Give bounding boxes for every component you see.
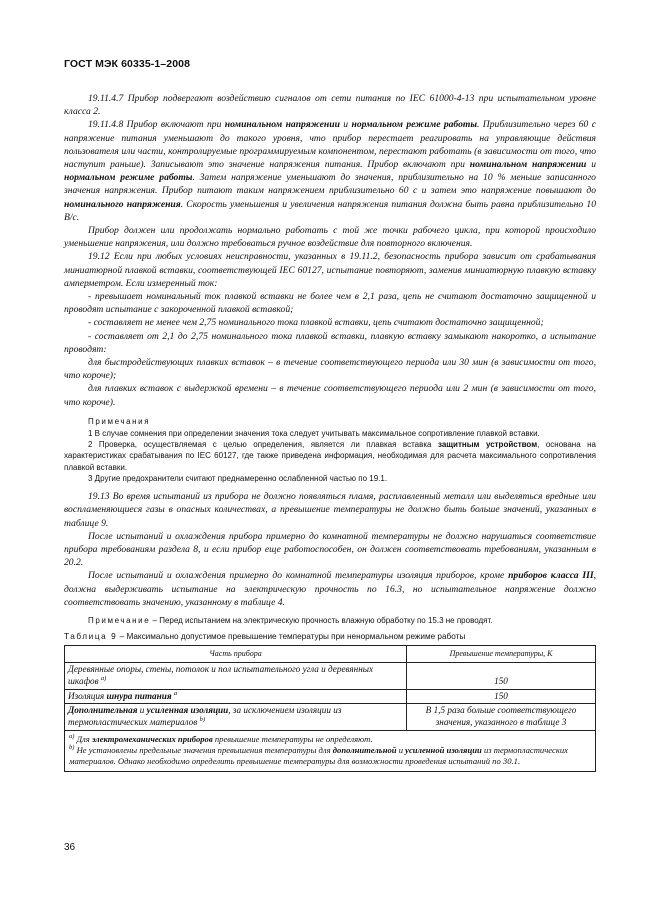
fast-fuse-text: для быстродействующих плавких вставок – в течение соответствующего периода или 30 мин (в зависимости от того, что короче);	[64, 357, 596, 382]
table-cell-part: Дополнительная и усиленная изоляции, за исключением изоляции из термопластических материалов $^{b)}$	[65, 704, 407, 731]
table-header-temperature: Превышение температуры, К	[407, 646, 596, 663]
table-row	[65, 689, 596, 704]
clause-19-11-4-7: 19.11.4.7 Прибор подвергают воздействию сигналов от сети питания по IEC 61000-4-13 при испытательном уровне класса 2.	[64, 93, 596, 118]
table-row	[65, 704, 596, 731]
table-row	[65, 662, 596, 689]
table-cell-part: Изоляция шнура питания $^a$	[65, 689, 407, 704]
table-cell-part: Деревянные опоры, стены, потолок и пол испытательного угла и деревянных шкафов $^{a)}$	[65, 662, 407, 689]
standard-header: ГОСТ МЭК 60335-1–2008	[64, 58, 191, 70]
note-1: 1 В случае сомнения при определении значения тока следует учитывать максимальное сопротивление плавкой вставки.	[88, 429, 540, 439]
list-item-current-2: - составляет не менее чем 2,75 номинального тока плавкой вставки, цепь считают достаточно защищенной;	[88, 317, 544, 329]
footnote-a: $^{a)}$ Для электромеханических приборов превышение температуры не определяют.	[69, 733, 373, 744]
table-header-part: Часть прибора	[65, 646, 407, 663]
clause-19-12: 19.12 Если при любых условиях неисправности, указанных в 19.11.2, безопасность прибора зависит от срабатывания миниатюрной плавкой вставки, соответствующей IEC 60127, испытание повторяют, заменив миниатюрную плавкую вставку амперметром. Если измеренный ток:	[64, 251, 596, 289]
note-2: 2 Проверка, осуществляемая с целью определения, является ли плавкая вставка защитным устройством, основана на характеристиках срабатывания по IEC 60127, где также приведена информация, необходимая для расчета максимального сопротивления плавкой вставки.	[64, 440, 596, 472]
delay-fuse-text: для плавких вставок с выдержкой времени – в течение соответствующего периода или 2 мин (в зависимости от того, что короче).	[64, 383, 596, 408]
list-item-current-1: - превышает номинальный ток плавкой вставки не более чем в 2,1 раза, цепь не считают достаточно защищенной и проводят испытание с закороченной плавкой вставкой;	[64, 291, 596, 316]
table-cell-value: В 1,5 раза больше соответствующего значения, указанного в таблице 3	[407, 704, 596, 731]
note-3: 3 Другие предохранители считают преднамеренно ослабленной частью по 19.1.	[88, 473, 388, 483]
table-9	[64, 645, 596, 771]
clause-19-11-4-8-continuation: Прибор должен или продолжать нормально работать с той же точки рабочего цикла, при которой происходило уменьшение напряжения, или должно требоваться ручное воздействие для повторного включения.	[64, 225, 596, 250]
table-footnotes	[65, 730, 596, 771]
table-header-row	[65, 646, 596, 663]
table-cell-value: 150	[407, 689, 596, 704]
table-footnotes-row	[65, 730, 596, 771]
footnote-b: $^{b)}$ Не установлены предельные значения превышения температуры для дополнительной и усиленной изоляции из термопластических материалов. Однако необходимо определить превышение температуры для возможности проведения испытаний по 30.1.	[69, 744, 568, 767]
clause-19-11-4-8: 19.11.4.8 Прибор включают при номинальном напряжении и нормальном режиме работы. Приблизительно через 60 с напряжение питания уменьшают до такого уровня, что прибор перестает реагировать на управляющие действия пользователя или части, контролируемые программируемым компонентом, перестают работать (в зависимости от того, что наступит раньше). Записывают это значение напряжения питания. Прибор включают при номинальном напряжении и нормальном режиме работы. Затем напряжение уменьшают до значения, приблизительно на 10 % меньше записанного значения напряжения. Прибор питают таким напряжением приблизительно 60 с и затем это напряжение повышают до номинального напряжения. Скорость уменьшения и увеличения напряжения питания должна быть равна приблизительно 10 В/с.	[64, 119, 597, 223]
notes-title: Примечания	[88, 416, 151, 426]
clause-19-13: 19.13 Во время испытаний из прибора не должно появляться пламя, расплавленный металл или выделяться вредные или воспламеняющиеся газы в опасных количествах, а превышение температуры не должно быть больше значений, указанных в таблице 9.	[64, 491, 596, 529]
clause-19-13-insulation: После испытаний и охлаждения примерно до комнатной температуры изоляция приборов, кроме приборов класса III, должна выдерживать испытание на электрическую прочность по 16.3, но испытательное напряжение должно соответствовать значению, указанному в таблице 4.	[64, 570, 596, 608]
table-caption: Таблица 9 – Максимально допустимое превышение температуры при ненормальном режиме работы	[64, 631, 466, 641]
document-body	[64, 92, 596, 772]
clause-19-13-cooling: После испытаний и охлаждения прибора примерно до комнатной температуры не должно нарушаться соответствие прибора требованиям раздела 8, и если прибор еще работоспособен, он должен соответствовать требованиям, указанным в 20.2.	[64, 530, 596, 569]
list-item-current-3: - составляет от 2,1 до 2,75 номинального тока плавкой вставки, плавкую вставку замыкают накоротко, а испытание проводят:	[64, 330, 596, 355]
single-note: Примечание – Перед испытанием на электрическую прочность влажную обработку по 15.3 не проводят.	[88, 615, 493, 625]
page-number: 36	[64, 842, 76, 853]
table-cell-value: 150	[407, 662, 596, 689]
